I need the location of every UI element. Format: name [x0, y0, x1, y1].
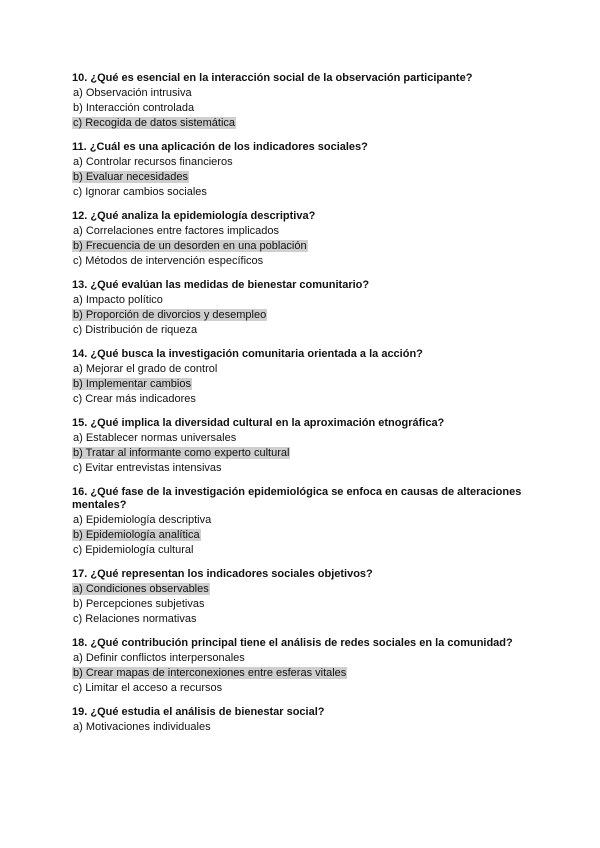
question-18	[72, 637, 532, 695]
option-c: c) Métodos de intervención específicos	[73, 255, 264, 267]
question-title: 13. ¿Qué evalúan las medidas de bienestar comunitario?	[72, 279, 370, 291]
option-a: a) Correlaciones entre factores implicados	[73, 225, 280, 237]
option-c: c) Relaciones normativas	[73, 613, 197, 625]
option-b: b) Crear mapas de interconexiones entre esferas vitales	[73, 667, 347, 679]
option-a: a) Impacto político	[73, 294, 163, 306]
question-10	[72, 72, 532, 130]
question-11	[72, 141, 532, 199]
option-a: a) Epidemiología descriptiva	[73, 514, 212, 526]
option-b: b) Interacción controlada	[73, 102, 195, 114]
option-b: b) Frecuencia de un desorden en una población	[73, 240, 307, 252]
question-14	[72, 348, 532, 406]
option-c: c) Evitar entrevistas intensivas	[73, 462, 222, 474]
option-b: b) Tratar al informante como experto cultural	[73, 447, 290, 459]
question-title: 18. ¿Qué contribución principal tiene el análisis de redes sociales en la comunidad?	[72, 637, 513, 649]
option-b: b) Evaluar necesidades	[73, 171, 188, 183]
question-title: 10. ¿Qué es esencial en la interacción social de la observación participante?	[72, 72, 473, 84]
option-a: a) Mejorar el grado de control	[73, 363, 218, 375]
question-title: 19. ¿Qué estudia el análisis de bienestar social?	[72, 706, 325, 718]
question-title: 12. ¿Qué analiza la epidemiología descriptiva?	[72, 210, 316, 222]
option-a: a) Condiciones observables	[73, 583, 209, 595]
question-title: 15. ¿Qué implica la diversidad cultural en la aproximación etnográfica?	[72, 417, 445, 429]
option-c: c) Distribución de riqueza	[73, 324, 198, 336]
question-title: 17. ¿Qué representan los indicadores sociales objetivos?	[72, 568, 373, 580]
option-b: b) Implementar cambios	[73, 378, 191, 390]
option-a: a) Observación intrusiva	[73, 87, 192, 99]
question-title: 14. ¿Qué busca la investigación comunitaria orientada a la acción?	[72, 348, 423, 360]
question-12	[72, 210, 532, 268]
option-b: b) Percepciones subjetivas	[73, 598, 205, 610]
question-title: 11. ¿Cuál es una aplicación de los indicadores sociales?	[72, 141, 368, 153]
option-c: c) Limitar el acceso a recursos	[73, 682, 223, 694]
option-c: c) Ignorar cambios sociales	[73, 186, 207, 198]
question-title: 16. ¿Qué fase de la investigación epidemiológica se enfoca en causas de alteraciones mentales?	[72, 486, 522, 511]
question-17	[72, 568, 532, 626]
question-list	[72, 72, 532, 745]
question-15	[72, 417, 532, 475]
option-a: a) Controlar recursos financieros	[73, 156, 233, 168]
question-13	[72, 279, 532, 337]
option-a: a) Establecer normas universales	[73, 432, 237, 444]
option-a: a) Definir conflictos interpersonales	[73, 652, 245, 664]
question-16	[72, 486, 532, 557]
option-c: c) Recogida de datos sistemática	[73, 117, 236, 129]
question-19	[72, 706, 532, 734]
option-c: c) Crear más indicadores	[73, 393, 196, 405]
option-c: c) Epidemiología cultural	[73, 544, 194, 556]
option-b: b) Epidemiología analítica	[73, 529, 200, 541]
option-a: a) Motivaciones individuales	[73, 721, 211, 733]
option-b: b) Proporción de divorcios y desempleo	[73, 309, 267, 321]
